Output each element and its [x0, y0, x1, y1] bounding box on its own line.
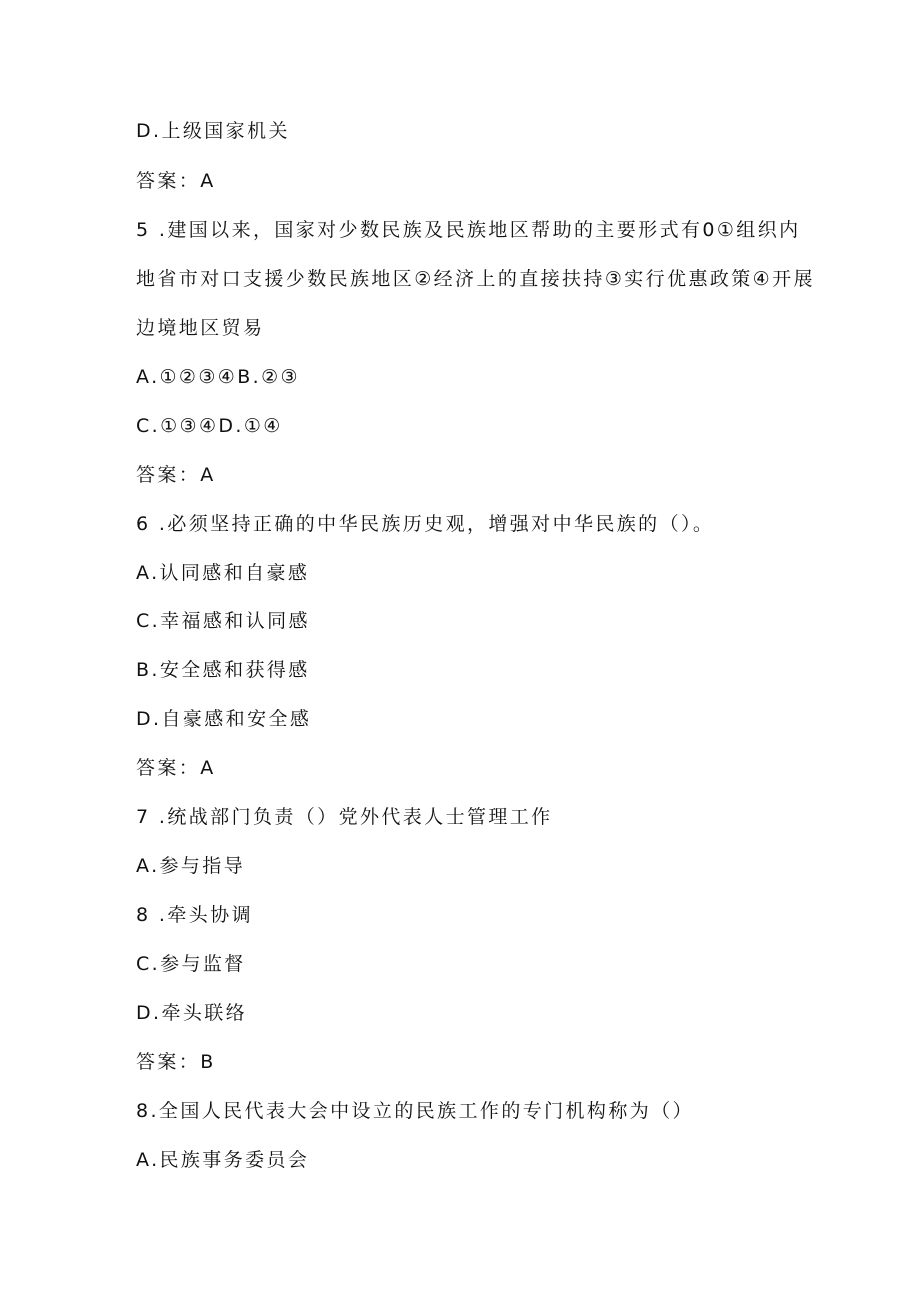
q5-options-cd: C.①③④D.①④	[136, 415, 283, 437]
q6-option-a: A.认同感和自豪感	[136, 562, 310, 584]
q6-option-b: B.安全感和获得感	[136, 659, 310, 681]
q8-option-a: A.民族事务委员会	[136, 1149, 310, 1171]
q7-option-b: 8 .牵头协调	[136, 904, 253, 926]
q7-question: 7 .统战部门负责（）党外代表人士管理工作	[136, 806, 553, 828]
q7-answer: 答案：B	[136, 1051, 216, 1073]
q6-answer: 答案：A	[136, 757, 216, 779]
q5-question-line-3: 边境地区贸易	[136, 317, 265, 339]
q7-option-a: A.参与指导	[136, 855, 246, 877]
q7-option-c: C.参与监督	[136, 953, 246, 975]
q5-options-ab: A.①②③④B.②③	[136, 366, 300, 388]
q6-option-c: C.幸福感和认同感	[136, 610, 310, 632]
q7-option-d: D.牵头联络	[136, 1002, 248, 1024]
q6-option-d: D.自豪感和安全感	[136, 708, 312, 730]
q4-answer: 答案：A	[136, 170, 216, 192]
q4-option-d: D.上级国家机关	[136, 120, 290, 142]
q5-question-line-2: 地省市对口支援少数民族地区②经济上的直接扶持③实行优惠政策④开展	[136, 268, 815, 290]
q8-question: 8.全国人民代表大会中设立的民族工作的专门机构称为（）	[136, 1100, 694, 1122]
q5-answer: 答案：A	[136, 464, 216, 486]
q6-question: 6 .必须坚持正确的中华民族历史观，增强对中华民族的（）。	[136, 513, 715, 535]
q5-question-line-1: 5 .建国以来，国家对少数民族及民族地区帮助的主要形式有0①组织内	[136, 219, 801, 241]
